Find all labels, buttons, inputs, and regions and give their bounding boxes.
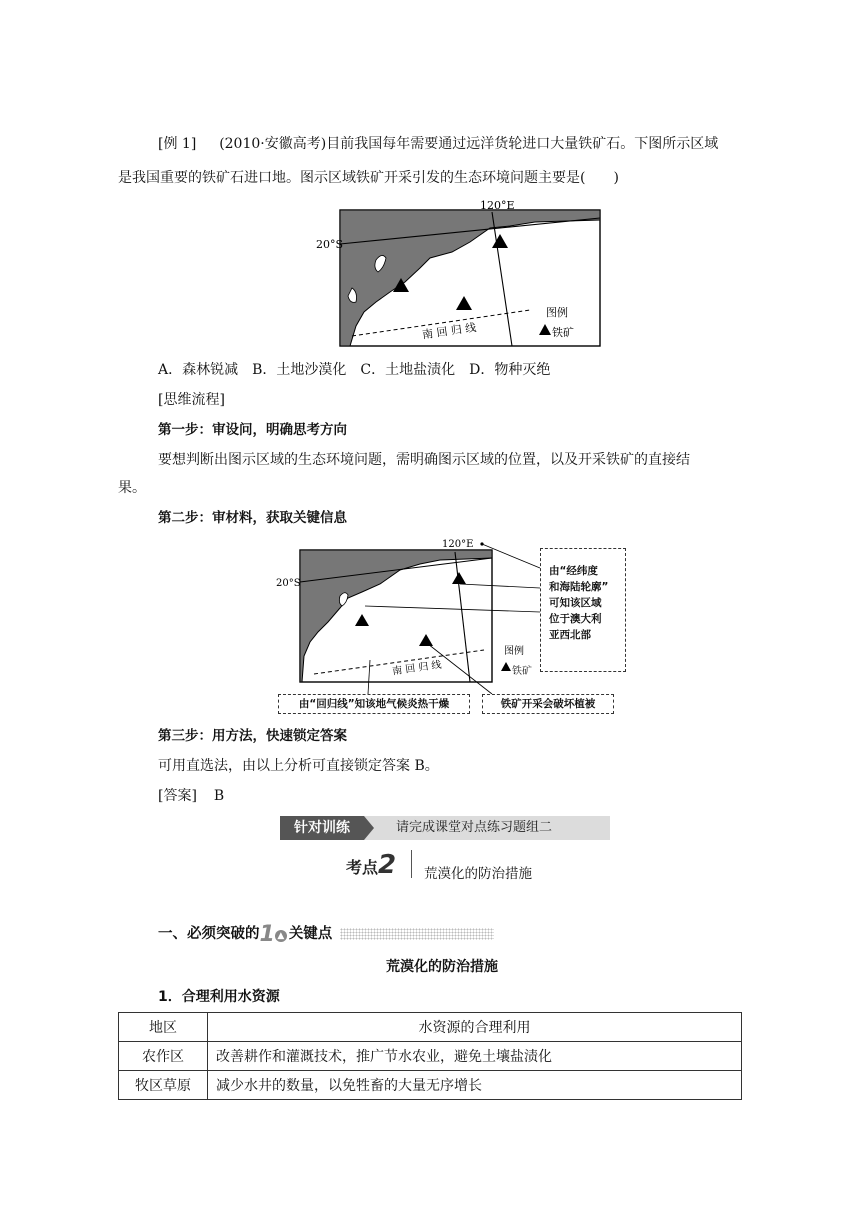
callout-location-line: 由“经纬度 bbox=[549, 565, 598, 577]
example-text-2: 是我国重要的铁矿石进口地。图示区域铁矿开采引发的生态环境问题主要是( ) bbox=[118, 170, 619, 186]
thinking-header: [思维流程] bbox=[158, 392, 225, 408]
training-tag: 针对训练 bbox=[280, 816, 364, 840]
table-cell: 改善耕作和灌溉技术，推广节水农业，避免土壤盐渍化 bbox=[208, 1042, 742, 1071]
lat-label: 20°S bbox=[316, 238, 344, 251]
water-table bbox=[118, 1012, 742, 1100]
table-cell: 农作区 bbox=[119, 1042, 208, 1071]
arrow-up-icon: ▲ bbox=[275, 930, 287, 942]
section-number: 1 bbox=[259, 922, 275, 947]
dotted-divider bbox=[340, 928, 494, 940]
step1-text-1: 要想判断出图示区域的生态环境问题，需明确图示区域的位置，以及开采铁矿的直接结 bbox=[158, 452, 690, 468]
table-cell: 牧区草原 bbox=[119, 1071, 208, 1100]
section-suffix: 关键点 bbox=[288, 926, 333, 942]
callout-vegetation: 铁矿开采会破坏植被 bbox=[482, 694, 614, 714]
legend-title: 图例 bbox=[546, 306, 568, 319]
leader-line bbox=[460, 584, 540, 588]
example-source: (2010·安徽高考) bbox=[219, 136, 327, 152]
callout-location-line: 亚西北部 bbox=[549, 629, 591, 641]
leader-line bbox=[482, 544, 540, 568]
example-text-1: 目前我国每年需要通过远洋货轮进口大量铁矿石。下图所示区域 bbox=[326, 136, 719, 152]
kaodian-title: 荒漠化的防治措施 bbox=[424, 866, 532, 882]
section-prefix: 一、必须突破的 bbox=[158, 926, 260, 942]
kaodian-label: 考点 bbox=[346, 858, 379, 877]
table-header-row bbox=[119, 1013, 742, 1042]
chevron-right-icon bbox=[364, 816, 376, 840]
training-banner bbox=[280, 816, 610, 840]
lon-label: 120°E bbox=[442, 539, 474, 550]
lon-label: 120°E bbox=[480, 199, 515, 212]
leader-line bbox=[428, 644, 492, 694]
callout-location bbox=[540, 548, 626, 672]
table-header-cell: 水资源的合理利用 bbox=[208, 1013, 742, 1042]
section-header bbox=[158, 922, 332, 947]
tropic-label: 南 回 归 线 bbox=[421, 320, 478, 342]
callout-location-line: 可知该区域 bbox=[549, 597, 602, 609]
kaodian-header bbox=[346, 852, 396, 880]
answer-label: [答案] bbox=[158, 788, 197, 804]
kaodian-divider bbox=[411, 850, 412, 878]
callout-location-line: 和海陆轮廓” bbox=[549, 581, 609, 593]
kaodian-number: 2 bbox=[378, 850, 397, 880]
content-title: 荒漠化的防治措施 bbox=[386, 959, 498, 975]
tropic-label: 南 回 归 线 bbox=[391, 659, 443, 678]
answer-line bbox=[158, 786, 224, 806]
lat-label: 20°S bbox=[276, 578, 301, 589]
legend-title: 图例 bbox=[504, 646, 524, 657]
table-header-cell: 地区 bbox=[119, 1013, 208, 1042]
callout-climate: 由“回归线”知该地气候炎热干燥 bbox=[278, 694, 470, 714]
sub-heading-1: 1．合理利用水资源 bbox=[158, 989, 280, 1005]
answer-options: A．森林锐减 B．土地沙漠化 C．土地盐渍化 D．物种灭绝 bbox=[158, 362, 551, 378]
table-row bbox=[119, 1071, 742, 1100]
step2-title: 第二步：审材料，获取关键信息 bbox=[158, 510, 347, 526]
example-line-1 bbox=[158, 134, 718, 154]
leader-line bbox=[368, 660, 370, 694]
table-cell: 减少水井的数量，以免牲畜的大量无序增长 bbox=[208, 1071, 742, 1100]
legend-item-2: 铁矿 bbox=[512, 666, 532, 677]
step3-title: 第三步：用方法，快速锁定答案 bbox=[158, 728, 347, 744]
example-tag: [例 1] bbox=[158, 136, 197, 152]
answer-value: B bbox=[213, 788, 225, 804]
step3-text: 可用直选法，由以上分析可直接锁定答案 B。 bbox=[158, 758, 439, 774]
callout-location-line: 位于澳大利 bbox=[549, 613, 602, 625]
leader-dot bbox=[480, 542, 483, 545]
map-figure-1 bbox=[316, 196, 620, 352]
legend-item: 铁矿 bbox=[552, 326, 574, 339]
step1-title: 第一步：审设问，明确思考方向 bbox=[158, 422, 347, 438]
training-text: 请完成课堂对点练习题组二 bbox=[396, 820, 553, 835]
table-row bbox=[119, 1042, 742, 1071]
step1-text-2: 果。 bbox=[118, 480, 146, 496]
leader-line bbox=[365, 606, 540, 612]
